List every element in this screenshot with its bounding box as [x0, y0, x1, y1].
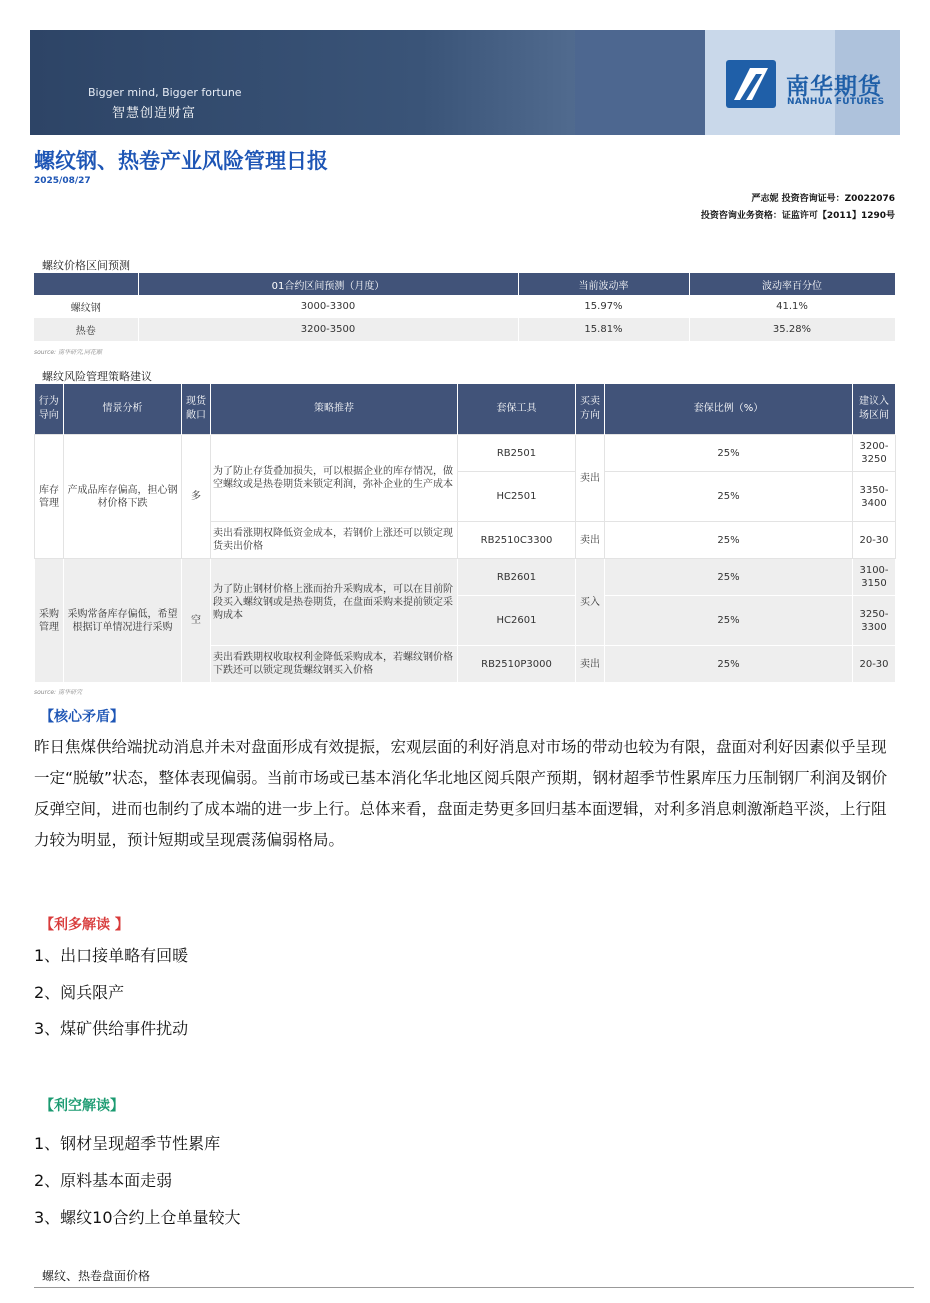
company-logo-text: 南华期货 [786, 74, 882, 100]
tool-cell: HC2601 [458, 596, 576, 646]
entry-cell: 3250-3300 [853, 596, 896, 646]
ratio-cell: 25% [605, 596, 853, 646]
side-cell: 买入 [576, 559, 605, 646]
analyst-credential: 严志妮 投资咨询证号：Z0022076 [751, 194, 895, 204]
table-cell: 35.28% [689, 318, 895, 341]
tool-cell: RB2601 [458, 559, 576, 596]
strategy-cell: 为了防止钢材价格上涨而抬升采购成本，可以在目前阶段买入螺纹钢或是热卷期货，在盘面采购来提前锁定采购成本 [211, 559, 458, 646]
core-paragraph: 昨日焦煤供给端扰动消息并未对盘面形成有效提振，宏观层面的利好消息对市场的带动也较为有限，盘面对利好因素似乎呈现一定“脱敏”状态，整体表现偏弱。当前市场或已基本消化华北地区阅兵限产预期，钢材超季节性累库压力压制钢厂利润及钢价反弹空间，进而也制约了成本端的进一步上行。总体来看，盘面走势更多回归基本面逻辑，对利多消息刺激渐趋平淡，上行阻力较为明显，预计短期或呈现震荡偏弱格局。 [34, 738, 888, 849]
tool-cell: RB2501 [458, 435, 576, 472]
side-cell: 卖出 [576, 646, 605, 683]
ratio-cell: 25% [605, 435, 853, 472]
list-item: 3、螺纹10合约上仓单量较大 [34, 1208, 241, 1227]
table-cell: 螺纹钢 [34, 295, 138, 318]
header-banner [30, 30, 900, 135]
strategy-table [34, 384, 896, 683]
core-heading: 【核心矛盾】 [40, 709, 124, 725]
table-header-row [34, 273, 895, 295]
table-header: 策略推荐 [211, 384, 458, 435]
slogan-english: Bigger mind, Bigger fortune [88, 86, 242, 99]
direction-cell: 库存管理 [35, 435, 64, 559]
strategy-table-label: 螺纹风险管理策略建议 [42, 370, 152, 383]
exposure-cell: 空 [182, 559, 211, 683]
table-header: 套保比例（%） [605, 384, 853, 435]
strategy-cell: 卖出看跌期权收取权利金降低采购成本，若螺纹钢价格下跌还可以锁定现货螺纹钢买入价格 [211, 646, 458, 683]
table-header: 套保工具 [458, 384, 576, 435]
nanhua-logo-icon [726, 60, 776, 108]
list-item: 3、煤矿供给事件扰动 [34, 1019, 189, 1038]
table-cell: 3000-3300 [138, 295, 518, 318]
table-header: 情景分析 [64, 384, 182, 435]
table-header [34, 273, 138, 295]
table-cell: 15.97% [518, 295, 689, 318]
table-cell: 15.81% [518, 318, 689, 341]
table-header: 现货敞口 [182, 384, 211, 435]
list-item: 1、出口接单略有回暖 [34, 946, 189, 965]
table-cell: 41.1% [689, 295, 895, 318]
ratio-cell: 25% [605, 522, 853, 559]
table-row [34, 295, 895, 318]
scenario-cell: 采购常备库存偏低，希望根据订单情况进行采购 [64, 559, 182, 683]
direction-cell: 采购管理 [35, 559, 64, 683]
entry-cell: 3350-3400 [853, 472, 896, 522]
company-logo-english: NANHUA FUTURES [787, 97, 885, 107]
entry-cell: 3200-3250 [853, 435, 896, 472]
price-table-label: 螺纹价格区间预测 [42, 259, 130, 272]
tool-cell: RB2510P3000 [458, 646, 576, 683]
ratio-cell: 25% [605, 559, 853, 596]
table-row [35, 435, 896, 472]
slogan-chinese: 智慧创造财富 [112, 106, 197, 121]
table-row [34, 318, 895, 341]
bearish-heading: 【利空解读】 [40, 1098, 124, 1114]
ratio-cell: 25% [605, 646, 853, 683]
list-item: 1、钢材呈现超季节性累库 [34, 1134, 221, 1153]
report-title: 螺纹钢、热卷产业风险管理日报 [34, 149, 328, 173]
side-cell: 卖出 [576, 522, 605, 559]
tool-cell: RB2510C3300 [458, 522, 576, 559]
scenario-cell: 产成品库存偏高，担心钢材价格下跌 [64, 435, 182, 559]
entry-cell: 20-30 [853, 646, 896, 683]
table-cell: 热卷 [34, 318, 138, 341]
table-header: 行为导向 [35, 384, 64, 435]
table-header: 波动率百分位 [689, 273, 895, 295]
strategy-table-source: source: 南华研究 [34, 689, 82, 696]
chart-label: 螺纹、热卷盘面价格 [42, 1269, 151, 1283]
divider [34, 1287, 914, 1288]
price-table-source: source: 南华研究,同花顺 [34, 349, 102, 356]
tool-cell: HC2501 [458, 472, 576, 522]
table-header: 当前波动率 [518, 273, 689, 295]
banner-panel [575, 30, 705, 135]
table-header: 01合约区间预测（月度） [138, 273, 518, 295]
list-item: 2、原料基本面走弱 [34, 1171, 173, 1190]
report-date: 2025/08/27 [34, 176, 91, 186]
strategy-cell: 为了防止存货叠加损失，可以根据企业的库存情况，做空螺纹或是热卷期货来锁定利润，弥补企业的生产成本 [211, 435, 458, 522]
table-header-row [35, 384, 896, 435]
side-cell: 卖出 [576, 435, 605, 522]
exposure-cell: 多 [182, 435, 211, 559]
business-license: 投资咨询业务资格：证监许可【2011】1290号 [700, 211, 895, 221]
bullish-heading: 【利多解读 】 [40, 917, 129, 933]
list-item: 2、阅兵限产 [34, 983, 125, 1002]
table-header: 买卖方向 [576, 384, 605, 435]
table-cell: 3200-3500 [138, 318, 518, 341]
ratio-cell: 25% [605, 472, 853, 522]
table-row [35, 559, 896, 596]
entry-cell: 20-30 [853, 522, 896, 559]
strategy-cell: 卖出看涨期权降低资金成本，若钢价上涨还可以锁定现货卖出价格 [211, 522, 458, 559]
entry-cell: 3100-3150 [853, 559, 896, 596]
price-range-table [34, 273, 896, 341]
table-header: 建议入场区间 [853, 384, 896, 435]
